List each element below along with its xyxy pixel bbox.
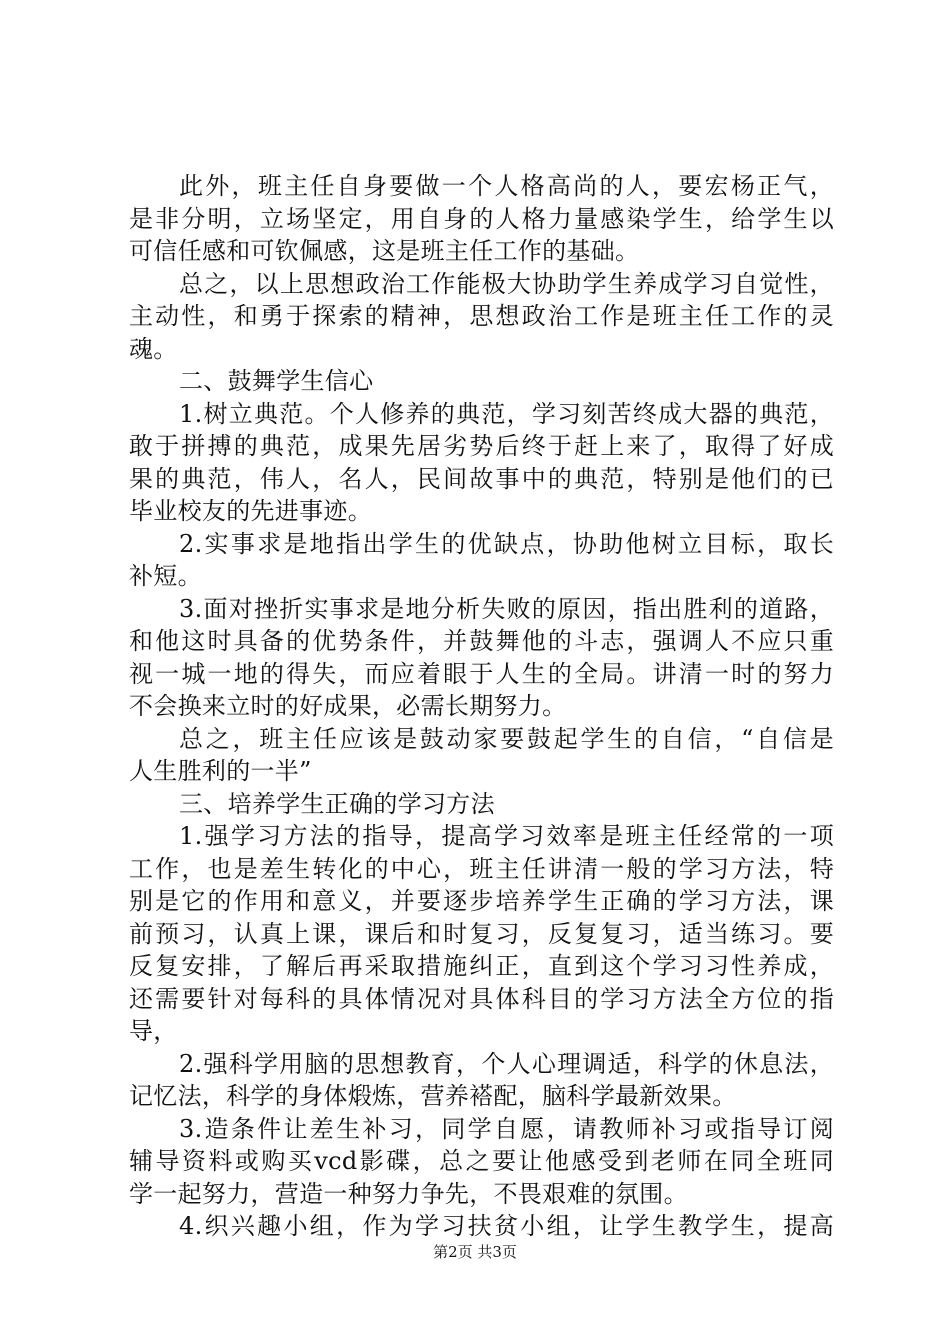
- text-line: 总之，班主任应该是鼓动家要鼓起学生的自信，“自信是: [179, 724, 834, 753]
- text-line: 辅导资料或购买vcd影碟，总之要让他感受到老师在同全班同: [129, 1147, 834, 1175]
- text-line: 记忆法，科学的身体煅炼，营养褡配，脑科学最新效果。: [129, 1082, 737, 1110]
- text-line: 导，: [129, 1017, 178, 1045]
- text-line: 敢于拼搏的典范，成果先居劣势后终于赶上来了，取得了好成: [129, 432, 834, 460]
- text-line: 不会换来立时的好成果，必需长期努力。: [129, 692, 567, 720]
- text-line: 魂。: [129, 334, 178, 363]
- text-line: 和他这时具备的优势条件，并鼓舞他的斗志，强调人不应只重: [129, 627, 834, 655]
- text-line: 是非分明，立场坚定，用自身的人格力量感染学生，给学生以: [129, 204, 834, 233]
- text-line: 人生胜利的一半”: [129, 757, 312, 785]
- text-line: 主动性，和勇于探索的精神，思想政治工作是班主任工作的灵: [129, 302, 834, 330]
- text-line: 4.织兴趣小组，作为学习扶贫小组，让学生教学生，提高: [179, 1212, 834, 1240]
- text-line: 补短。: [129, 562, 202, 590]
- text-line: 别是它的作用和意义，并要逐步培养学生正确的学习方法，课: [129, 887, 834, 915]
- text-line: 视一城一地的得失，而应着眼于人生的全局。讲清一时的努力: [129, 659, 834, 688]
- text-line: 2.强科学用脑的思想教育，个人心理调适，科学的休息法，: [179, 1049, 834, 1078]
- text-line: 此外，班主任自身要做一个人格高尚的人，要宏杨正气，: [179, 172, 834, 200]
- text-line: 学一起努力，营造一种努力争先，不畏艰难的氛围。: [129, 1179, 688, 1208]
- text-line: 总之，以上思想政治工作能极大协助学生养成学习自觉性，: [179, 269, 834, 298]
- document-body: [129, 170, 834, 1243]
- text-line: 工作，也是差生转化的中心，班主任讲清一般的学习方法，特: [129, 854, 834, 883]
- text-line: 3.面对挫折实事求是地分析失败的原因，指出胜利的道路，: [179, 594, 834, 623]
- text-line: 果的典范，伟人，名人，民间故事中的典范，特别是他们的已: [129, 464, 834, 493]
- text-line: 2.实事求是地指出学生的优缺点，协助他树立目标，取长: [179, 529, 834, 558]
- text-line: 二、鼓舞学生信心: [179, 367, 374, 395]
- text-line: 三、培养学生正确的学习方法: [179, 789, 495, 818]
- text-line: 还需要针对每科的具体情况对具体科目的学习方法全方位的指: [129, 984, 834, 1013]
- text-line: 毕业校友的先进事迹。: [129, 497, 372, 525]
- text-line: 1.树立典范。个人修养的典范，学习刻苦终成大器的典范，: [179, 399, 834, 428]
- text-line: 3.造条件让差生补习，同学自愿，请教师补习或指导订阅: [179, 1114, 834, 1143]
- page-footer: 第2页 共3页: [433, 1243, 517, 1261]
- text-line: 反复安排，了解后再采取措施纠正，直到这个学习习性养成，: [129, 952, 834, 980]
- text-line: 可信任感和可钦佩感，这是班主任工作的基础。: [129, 237, 640, 265]
- text-line: 前预习，认真上课，课后和时复习，反复复习，适当练习。要: [129, 919, 834, 948]
- text-line: 1.强学习方法的指导，提高学习效率是班主任经常的一项: [179, 822, 834, 850]
